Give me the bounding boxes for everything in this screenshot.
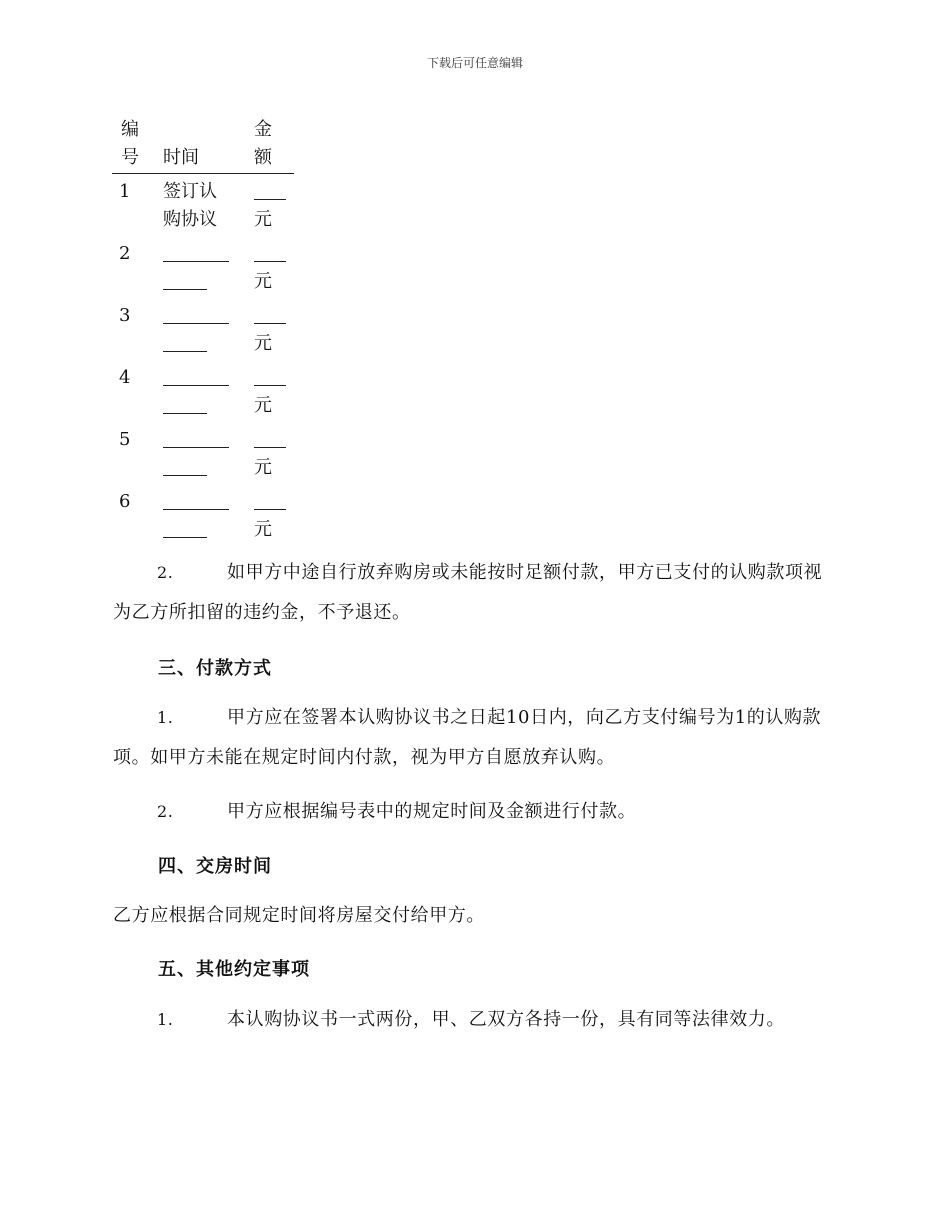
amount-unit: 元 (254, 457, 272, 478)
row-number: 2 (119, 243, 131, 264)
section-heading-delivery-time: 四、交房时间 (158, 856, 272, 877)
clause-text: 乙方应根据合同规定时间将房屋交付给甲方。 (113, 905, 485, 926)
amount-unit: 元 (254, 395, 272, 416)
clause-copies-paragraph (113, 1000, 835, 1040)
amount-blank (254, 178, 272, 206)
page-header: 下载后可任意编辑 (426, 56, 523, 70)
payment-schedule-table (112, 116, 294, 546)
table-row (112, 298, 294, 360)
clause-text: 本认购协议书一式两份，甲、乙双方各持一份，具有同等法律效力。 (227, 1009, 785, 1030)
clause-delivery-paragraph (113, 896, 835, 936)
amount-blank (254, 426, 272, 454)
row-amount (254, 178, 272, 234)
row-amount (254, 426, 272, 482)
clause-number: 1. (157, 708, 174, 727)
section-heading-other-terms: 五、其他约定事项 (158, 959, 310, 980)
row-number: 3 (119, 305, 131, 326)
clause-text: 甲方应根据编号表中的规定时间及金额进行付款。 (227, 801, 637, 822)
table-row (112, 484, 294, 546)
amount-unit: 元 (254, 519, 272, 540)
amount-blank (254, 488, 272, 516)
amount-unit: 元 (254, 271, 272, 292)
row-amount (254, 488, 272, 544)
amount-blank (254, 302, 272, 330)
clause-number: 1. (157, 1010, 174, 1029)
clause-number: 2. (157, 563, 174, 582)
section-heading-payment-method: 三、付款方式 (158, 658, 272, 679)
clause-text: 如甲方中途自行放弃购房或未能按时足额付款，甲方已支付的认购款项视为乙方所扣留的违约金，不予退还。 (113, 562, 823, 623)
header-number: 编号 (121, 119, 139, 168)
row-amount (254, 302, 272, 358)
table-header (112, 116, 294, 174)
amount-blank (254, 364, 272, 392)
clause-text: 甲方应在签署本认购协议书之日起10日内，向乙方支付编号为1的认购款项。如甲方未能在规定时间内付款，视为甲方自愿放弃认购。 (113, 707, 822, 768)
row-time-line: 购协议 (163, 209, 217, 230)
table-row (112, 360, 294, 422)
amount-unit: 元 (254, 209, 272, 230)
row-time-line: 签订认 (163, 181, 217, 202)
row-number: 4 (119, 367, 131, 388)
table-row (112, 422, 294, 484)
header-amount: 金额 (254, 119, 272, 168)
row-time (163, 178, 217, 234)
row-amount (254, 240, 272, 296)
clause-payment-deadline-paragraph (113, 698, 835, 778)
amount-unit: 元 (254, 333, 272, 354)
row-number: 1 (119, 181, 131, 202)
amount-blank (254, 240, 272, 268)
header-time: 时间 (163, 147, 199, 168)
row-number: 6 (119, 491, 131, 512)
table-row (112, 236, 294, 298)
table-row (112, 174, 294, 236)
clause-forfeit-paragraph (113, 553, 835, 633)
row-amount (254, 364, 272, 420)
clause-number: 2. (157, 802, 174, 821)
clause-payment-schedule-paragraph (113, 792, 835, 832)
row-number: 5 (119, 429, 131, 450)
